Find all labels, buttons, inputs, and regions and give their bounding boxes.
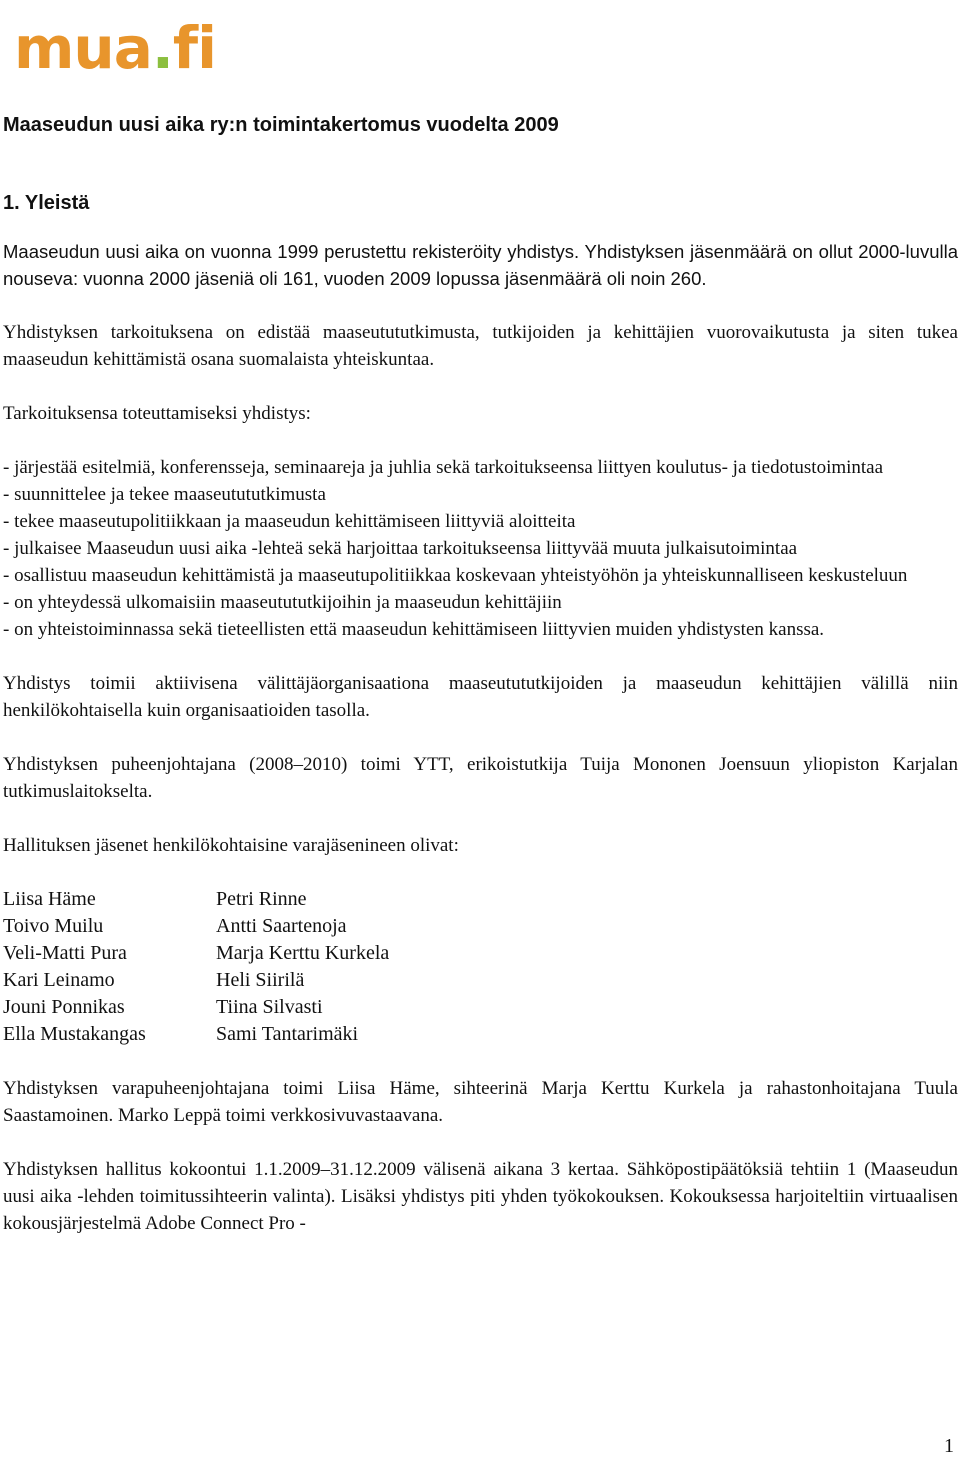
- board-row: [3, 886, 958, 913]
- logo-text: [14, 12, 216, 84]
- paragraph-intro: Maaseudun uusi aika on vuonna 1999 perustettu rekisteröity yhdistys. Yhdistyksen jäsenmäärä on ollut 2000-luvulla nouseva: vuonna 2000 jäseniä oli 161, vuoden 2009 lopussa jäsenmäärä oli noin 260.: [3, 241, 958, 289]
- board-row: [3, 994, 958, 1021]
- board-member: Ella Mustakangas: [3, 1023, 146, 1045]
- paragraph-meetings: Yhdistyksen hallitus kokoontui 1.1.2009–31.12.2009 välisenä aikana 3 kertaa. Sähköpostipäätöksiä tehtiin 1 (Maaseudun uusi aika -lehden toimitussihteerin valinta). Lisäksi yhdistys piti yhden työkokouksen. Kokouksessa harjoiteltiin virtuaalisen kokousjärjestelmä Adobe Connect Pro -: [3, 1159, 958, 1234]
- board-deputy: Sami Tantarimäki: [216, 1023, 359, 1045]
- board-member: Kari Leinamo: [3, 969, 115, 991]
- paragraph-officers: Yhdistyksen varapuheenjohtajana toimi Liisa Häme, sihteerinä Marja Kerttu Kurkela ja rahastonhoitajana Tuula Saastamoinen. Marko Leppä toimi verkkosivuvastaavana.: [3, 1078, 958, 1126]
- paragraph-purpose: Yhdistyksen tarkoituksena on edistää maaseutututkimusta, tutkijoiden ja kehittäjien vuorovaikutusta ja siten tukea maaseudun kehittämistä osana suomalaista yhteiskuntaa.: [3, 322, 958, 370]
- board-row: [3, 967, 958, 994]
- paragraph-activities-intro: Tarkoituksensa toteuttamiseksi yhdistys:: [3, 403, 311, 424]
- list-item: - suunnittelee ja tekee maaseutututkimusta: [3, 484, 326, 505]
- page-number: 1: [944, 1435, 954, 1457]
- board-member: Liisa Häme: [3, 888, 96, 910]
- list-item: - järjestää esitelmiä, konferensseja, seminaareja ja juhlia sekä tarkoitukseensa liittyen koulutus- ja tiedotustoimintaa: [3, 457, 884, 478]
- logo-text-mua: mua: [14, 14, 152, 82]
- board-members-table: [3, 886, 958, 1048]
- board-member: Jouni Ponnikas: [3, 996, 125, 1018]
- board-deputy: Petri Rinne: [216, 888, 307, 910]
- board-row: [3, 913, 958, 940]
- board-member: Toivo Muilu: [3, 915, 104, 937]
- board-member: Veli-Matti Pura: [3, 942, 127, 964]
- board-row: [3, 940, 958, 967]
- paragraph-organisation: Yhdistys toimii aktiivisena välittäjäorganisaationa maaseutututkijoiden ja maaseudun kehittäjien välillä niin henkilökohtaisella kuin organisaatioiden tasolla.: [3, 673, 958, 721]
- logo-text-fi: fi: [172, 14, 217, 82]
- board-row: [3, 1021, 958, 1048]
- paragraph-board-intro: Hallituksen jäsenet henkilökohtaisine varajäsenineen olivat:: [3, 835, 459, 856]
- logo-dot: .: [151, 14, 173, 82]
- paragraph-chair: Yhdistyksen puheenjohtajana (2008–2010) toimi YTT, erikoistutkija Tuija Mononen Joensuun yliopiston Karjalan tutkimuslaitokselta.: [3, 754, 958, 802]
- list-item: - julkaisee Maaseudun uusi aika -lehteä sekä harjoittaa tarkoitukseensa liittyvää muuta julkaisutoimintaa: [3, 538, 798, 559]
- list-item: - on yhteistoiminnassa sekä tieteellisten että maaseudun kehittämiseen liittyvien muiden yhdistysten kanssa.: [3, 619, 825, 640]
- activities-list: [3, 454, 958, 643]
- list-item: - osallistuu maaseudun kehittämistä ja maaseutupolitiikkaa koskevaan yhteistyöhön ja yhteiskunnalliseen keskusteluun: [3, 565, 908, 586]
- document-title: Maaseudun uusi aika ry:n toimintakertomus vuodelta 2009: [3, 114, 559, 136]
- document-body: [3, 110, 958, 1237]
- board-deputy: Antti Saartenoja: [216, 915, 347, 937]
- board-deputy: Tiina Silvasti: [216, 996, 323, 1018]
- board-deputy: Marja Kerttu Kurkela: [216, 942, 390, 964]
- board-deputy: Heli Siirilä: [216, 969, 305, 991]
- section-heading: 1. Yleistä: [3, 192, 90, 214]
- list-item: - tekee maaseutupolitiikkaan ja maaseudun kehittämiseen liittyviä aloitteita: [3, 511, 576, 532]
- list-item: - on yhteydessä ulkomaisiin maaseutututkijoihin ja maaseudun kehittäjiin: [3, 592, 562, 613]
- mua-fi-logo: [6, 12, 216, 84]
